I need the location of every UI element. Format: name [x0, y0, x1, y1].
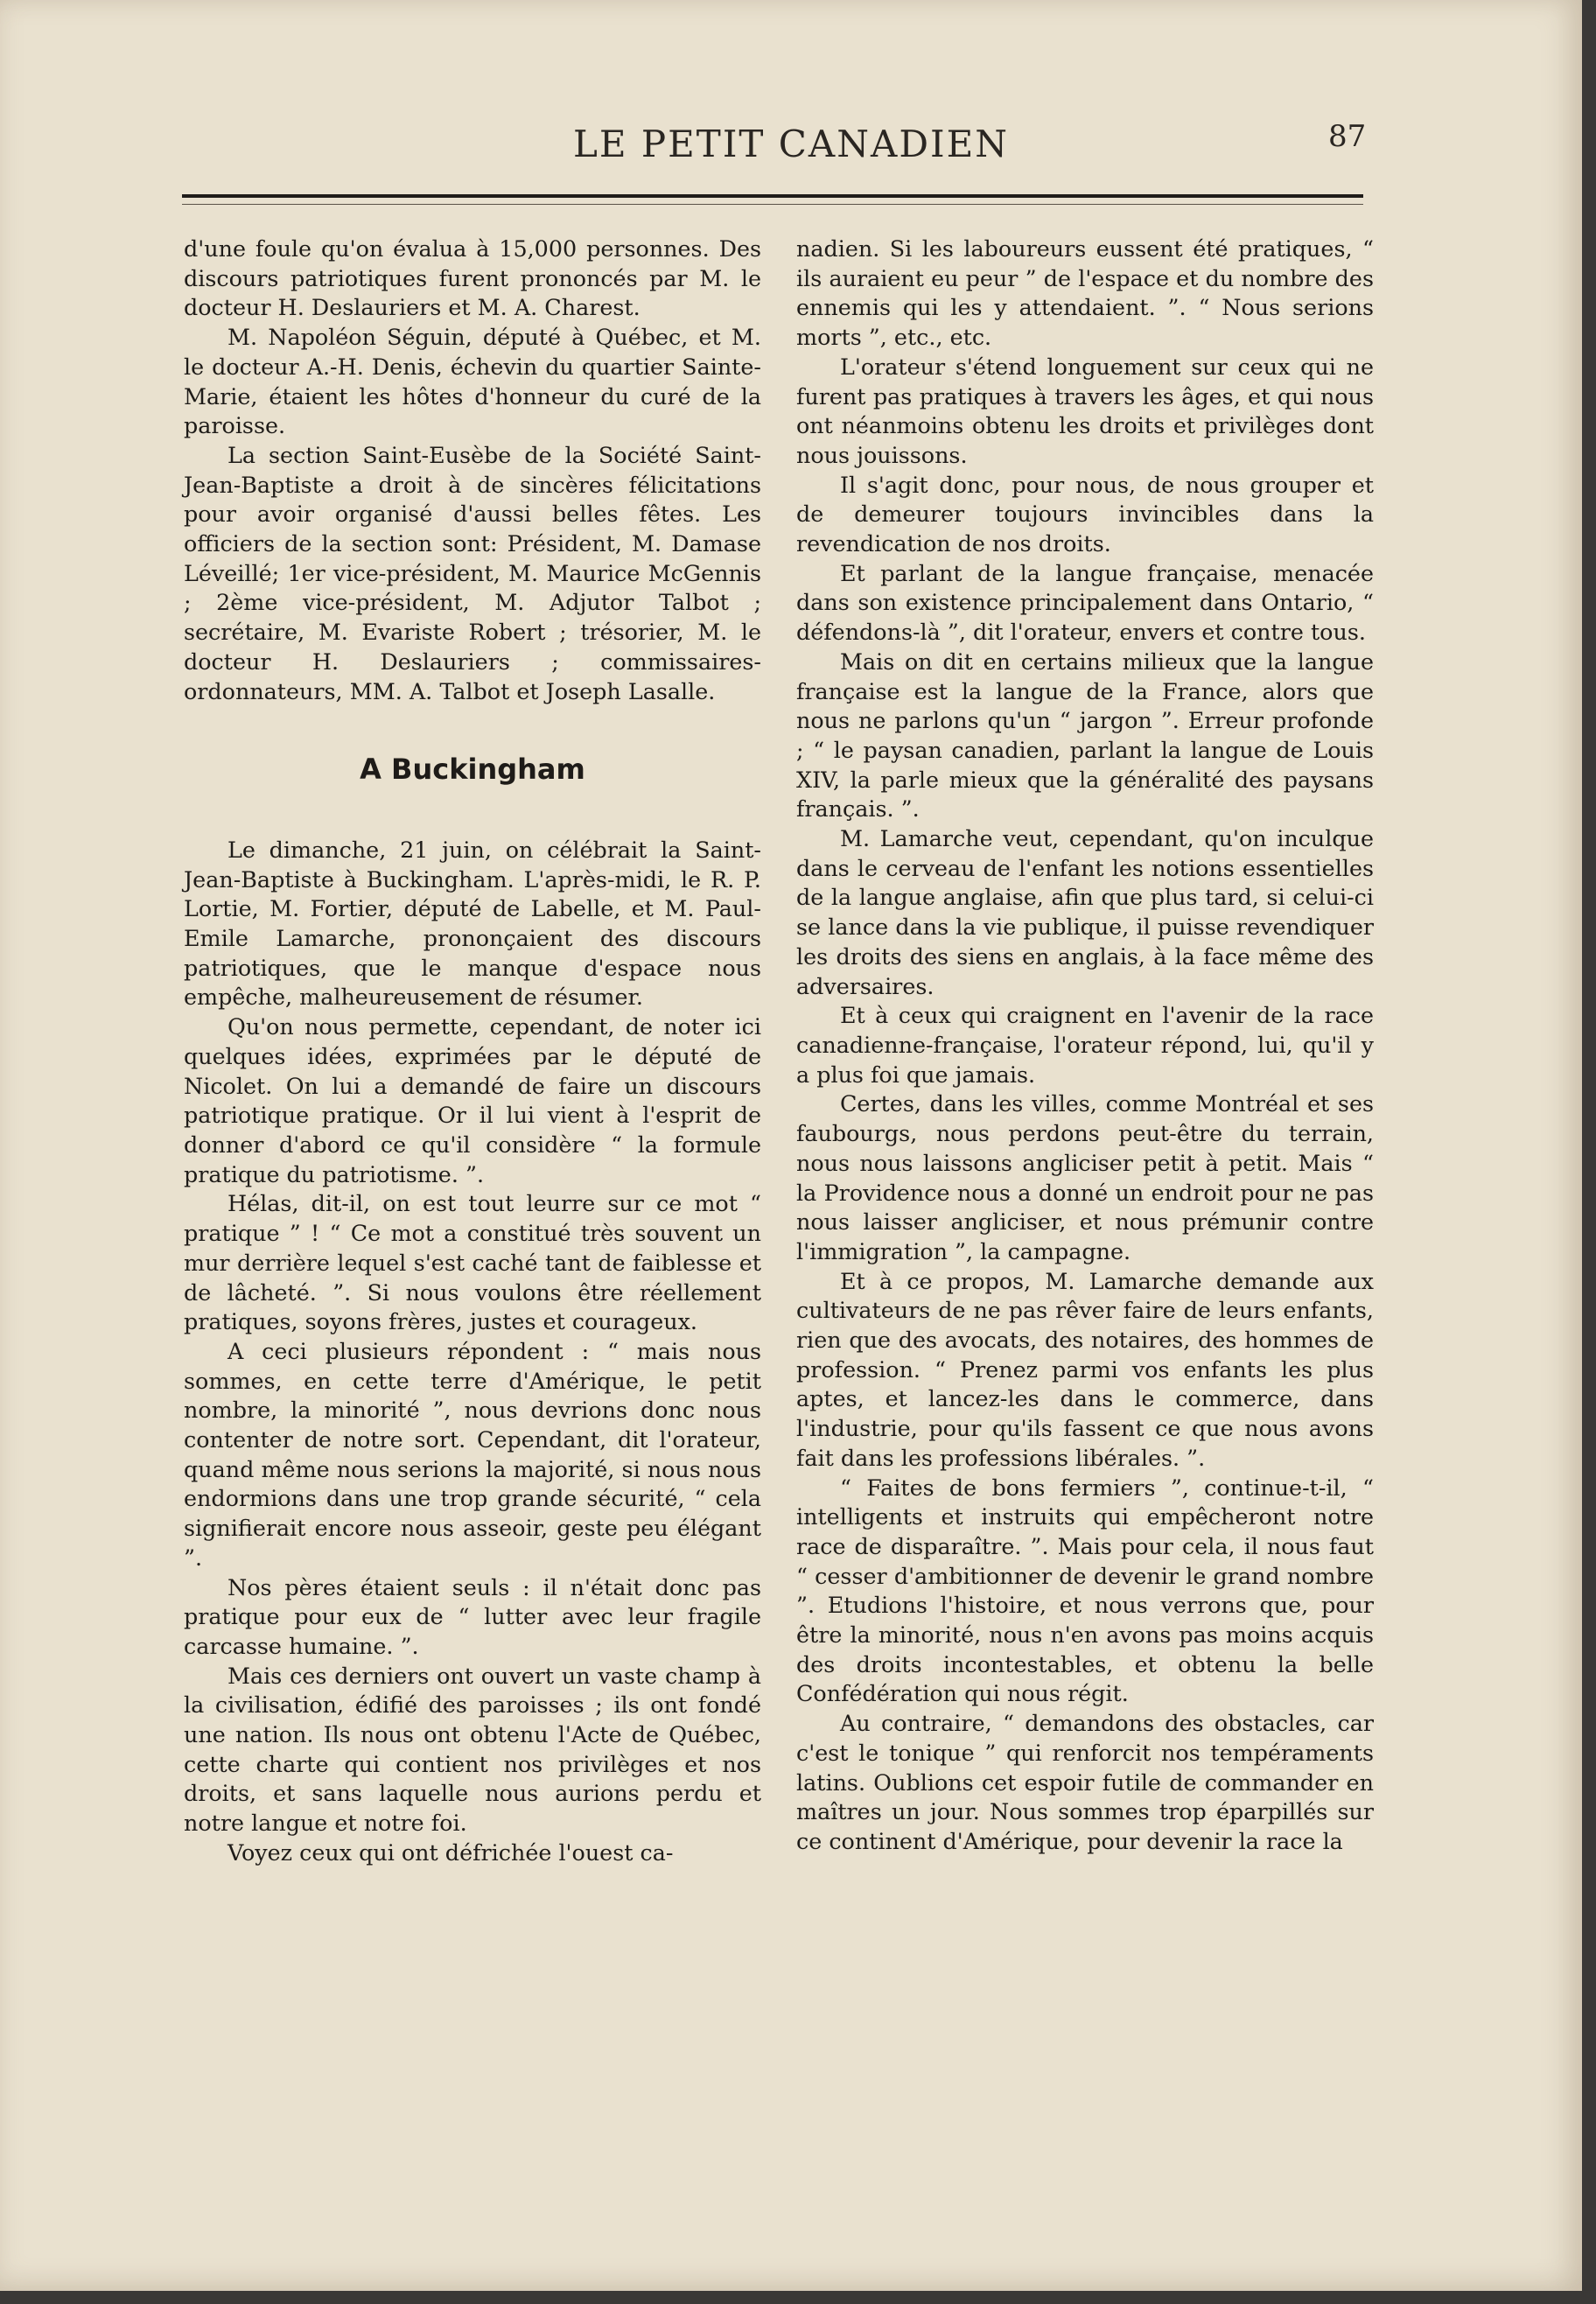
paragraph: “ Faites de bons fermiers ”, continue-t-il, “ intelligents et instruits qui empêcheront notre race de disparaître. ”. Mais pour cela, il nous faut “ cesser d'ambitionner de devenir le grand nombre ”. Etudions l'histoire, et nous verrons que, pour être la minorité, nous n'en avons pas moins acquis des droits incontestables, et obtenu la belle Confédération qui nous régit.	[796, 1474, 1374, 1707]
left-column	[184, 235, 761, 1868]
paragraph: Nos pères étaient seuls : il n'était donc pas pratique pour eux de “ lutter avec leur fragile carcasse humaine. ”.	[184, 1573, 761, 1659]
paragraph: Au contraire, “ demandons des obstacles, car c'est le tonique ” qui renforcit nos tempéraments latins. Oublions cet espoir futile de commander en maîtres un jour. Nous sommes trop éparpillés sur ce continent d'Amérique, pour devenir la race la	[796, 1710, 1374, 1854]
header-rule-thin	[182, 204, 1363, 205]
paragraph: Et à ceux qui craignent en l'avenir de la race canadienne-française, l'orateur répond, lui, qu'il y a plus foi que jamais.	[796, 1002, 1374, 1088]
running-title: LE PETIT CANADIEN	[572, 123, 1009, 165]
paragraph: Mais on dit en certains milieux que la langue française est la langue de la France, alors que nous ne parlons qu'un “ jargon ”. Erreur profonde ; “ le paysan canadien, parlant la langue de Louis XIV, la parle mieux que la généralité des paysans français. ”.	[796, 648, 1374, 823]
paragraph: A ceci plusieurs répondent : “ mais nous sommes, en cette terre d'Amérique, le petit nombre, la minorité ”, nous devrions donc nous contenter de notre sort. Cependant, dit l'orateur, quand même nous serions la majorité, si nous nous endormions dans une trop grande sécurité, “ cela signifierait encore nous asseoir, geste peu élégant ”.	[184, 1337, 761, 1571]
paragraph: Qu'on nous permette, cependant, de noter ici quelques idées, exprimées par le député de Nicolet. On lui a demandé de faire un discours patriotique pratique. Or il lui vient à l'esprit de donner d'abord ce qu'il considère “ la formule pratique du patriotisme. ”.	[184, 1013, 761, 1187]
paragraph: M. Napoléon Séguin, député à Québec, et M. le docteur A.-H. Denis, échevin du quartier Sainte-Marie, étaient les hôtes d'honneur du curé de la paroisse.	[184, 324, 761, 439]
paragraph: Et parlant de la langue française, menacée dans son existence principalement dans Ontario, “ défendons-là ”, dit l'orateur, envers et contre tous.	[796, 559, 1374, 646]
page-number: 87	[1328, 119, 1367, 154]
paragraph: Le dimanche, 21 juin, on célébrait la Saint-Jean-Baptiste à Buckingham. L'après-midi, le R. P. Lortie, M. Fortier, député de Labelle, et M. Paul-Emile Lamarche, prononçaient des discours patriotiques, que le manque d'espace nous empêche, malheureusement de résumer.	[184, 836, 761, 1011]
paragraph: d'une foule qu'on évalua à 15,000 personnes. Des discours patriotiques furent prononcés par M. le docteur H. Deslauriers et M. A. Charest.	[184, 235, 761, 321]
paragraph: Hélas, dit-il, on est tout leurre sur ce mot “ pratique ” ! “ Ce mot a constitué très souvent un mur derrière lequel s'est caché tant de faiblesse et de lâcheté. ”. Si nous voulons être réellement pratiques, soyons frères, justes et courageux.	[184, 1190, 761, 1335]
paragraph: Voyez ceux qui ont défrichée l'ouest ca-	[228, 1838, 674, 1866]
right-column	[796, 235, 1374, 1857]
paragraph: Il s'agit donc, pour nous, de nous grouper et de demeurer toujours invincibles dans la revendication de nos droits.	[796, 471, 1374, 557]
paragraph: Mais ces derniers ont ouvert un vaste champ à la civilisation, édifié des paroisses ; ils ont fondé une nation. Ils nous ont obtenu l'Acte de Québec, cette charte qui contient nos privilèges et nos droits, et sans laquelle nous aurions perdu et notre langue et notre foi.	[184, 1662, 761, 1837]
paragraph: Certes, dans les villes, comme Montréal et ses faubourgs, nous perdons peut-être du terrain, nous nous laissons angliciser petit à petit. Mais “ la Providence nous a donné un endroit pour ne pas nous laisser angliciser, et nous prémunir contre l'immigration ”, la campagne.	[796, 1090, 1374, 1264]
paragraph: La section Saint-Eusèbe de la Société Saint-Jean-Baptiste a droit à de sincères félicitations pour avoir organisé d'aussi belles fêtes. Les officiers de la section sont: Président, M. Damase Léveillé; 1er vice-président, M. Maurice McGennis ; 2ème vice-président, M. Adjutor Talbot ; secrétaire, M. Evariste Robert ; trésorier, M. le docteur H. Deslauriers ; commissaires-ordonnateurs, MM. A. Talbot et Joseph Lasalle.	[184, 441, 761, 704]
header-rule	[182, 194, 1363, 198]
paragraph: L'orateur s'étend longuement sur ceux qui ne furent pas pratiques à travers les âges, et qui nous ont néanmoins obtenu les droits et privilèges dont nous jouissons.	[796, 353, 1374, 468]
section-heading: A Buckingham	[360, 753, 585, 787]
paragraph: Et à ce propos, M. Lamarche demande aux cultivateurs de ne pas rêver faire de leurs enfants, rien que des avocats, des notaires, des hommes de profession. “ Prenez parmi vos enfants les plus aptes, et lancez-les dans le commerce, dans l'industrie, pour qu'ils fassent ce que nous avons fait dans les professions libérales. ”.	[796, 1267, 1374, 1471]
paragraph: M. Lamarche veut, cependant, qu'on inculque dans le cerveau de l'enfant les notions essentielles de la langue anglaise, afin que plus tard, si celui-ci se lance dans la vie publique, il puisse revendiquer les droits des siens en anglais, à la face même des adversaires.	[796, 825, 1374, 999]
paragraph: nadien. Si les laboureurs eussent été pratiques, “ ils auraient eu peur ” de l'espace et du nombre des ennemis qui les y attendaient. ”. “ Nous serions morts ”, etc., etc.	[796, 235, 1374, 351]
